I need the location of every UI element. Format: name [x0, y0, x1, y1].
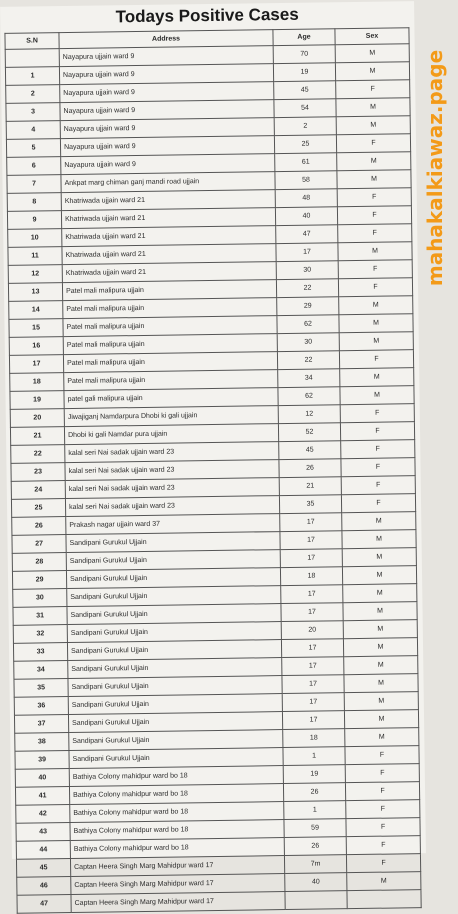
cell-age: 62: [277, 315, 339, 334]
cell-sex: M: [342, 566, 416, 585]
cell-age: 30: [277, 333, 339, 352]
cell-address: Patel mali malipura ujjain: [62, 280, 276, 301]
cell-sn: 5: [6, 139, 60, 158]
cell-sn: 47: [17, 895, 71, 914]
cell-sex: F: [345, 782, 419, 801]
cell-age: 1: [283, 747, 345, 766]
cell-sn: 13: [8, 283, 62, 302]
cell-sex: M: [342, 530, 416, 549]
document-page: [0, 1, 426, 908]
cell-address: Bathiya Colony mahidpur ward bo 18: [69, 766, 283, 787]
cell-age: 19: [273, 63, 335, 82]
cell-age: 17: [280, 531, 342, 550]
cell-age: 47: [276, 225, 338, 244]
cell-sn: 7: [7, 175, 61, 194]
cell-sn: 42: [16, 805, 70, 824]
cell-sn: 31: [13, 607, 67, 626]
cell-age: 54: [274, 99, 336, 118]
cell-age: 34: [278, 369, 340, 388]
cell-age: 2: [274, 117, 336, 136]
cell-age: 19: [283, 765, 345, 784]
cell-address: Khatriwada ujjain ward 21: [61, 208, 275, 229]
cell-sn: 4: [6, 121, 60, 140]
cell-sn: 33: [13, 643, 67, 662]
cell-address: Dhobi ki gali Namdar pura ujjain: [64, 424, 278, 445]
cell-age: 26: [284, 837, 346, 856]
cell-address: Patel mali malipura ujjain: [64, 370, 278, 391]
cell-address: Nayapura ujjain ward 9: [59, 64, 273, 85]
cell-sn: 15: [9, 319, 63, 338]
cell-sn: 37: [14, 715, 68, 734]
cell-age: 59: [284, 819, 346, 838]
cell-sex: M: [339, 332, 413, 351]
cell-address: Patel mali malipura ujjain: [63, 316, 277, 337]
cell-sn: 32: [13, 625, 67, 644]
cell-sn: 16: [9, 337, 63, 356]
cell-sex: F: [338, 278, 412, 297]
cell-sex: M: [345, 728, 419, 747]
cell-sex: F: [341, 494, 415, 513]
watermark: [418, 28, 452, 308]
cell-age: 17: [282, 693, 344, 712]
cell-sex: M: [336, 116, 410, 135]
cell-sn: 40: [15, 769, 69, 788]
cell-sn: 14: [9, 301, 63, 320]
cell-sex: F: [345, 764, 419, 783]
cell-age: 7m: [284, 855, 346, 874]
cell-sex: M: [335, 44, 409, 63]
cell-address: Nayapura ujjain ward 9: [60, 100, 274, 121]
cell-sn: 41: [15, 787, 69, 806]
cell-address: Bathiya Colony mahidpur ward bo 18: [70, 820, 284, 841]
cell-sn: 9: [7, 211, 61, 230]
cell-address: patel gali malipura ujjain: [64, 388, 278, 409]
cell-sex: M: [344, 674, 418, 693]
cell-sex: M: [337, 170, 411, 189]
cell-age: 22: [277, 351, 339, 370]
cell-address: Jiwajiganj Namdarpura Dhobi ki gali ujjain: [64, 406, 278, 427]
cell-sex: M: [339, 296, 413, 315]
header-sn: S.N: [5, 33, 59, 50]
cell-sex: F: [341, 458, 415, 477]
cell-age: 22: [276, 279, 338, 298]
cell-age: 12: [278, 405, 340, 424]
cell-address: Sandipani Gurukul Ujjain: [68, 694, 282, 715]
cell-address: Captan Heera Singh Marg Mahidpur ward 17: [71, 874, 285, 895]
cell-sn: 17: [9, 355, 63, 374]
cell-age: 17: [281, 585, 343, 604]
cell-age: 29: [277, 297, 339, 316]
cell-address: kalal seri Nai sadak ujjain ward 23: [65, 460, 279, 481]
cell-sex: M: [335, 62, 409, 81]
cell-age: 17: [281, 603, 343, 622]
cell-age: 52: [278, 423, 340, 442]
cell-age: 20: [281, 621, 343, 640]
cell-address: kalal seri Nai sadak ujjain ward 23: [65, 496, 279, 517]
cell-address: kalal seri Nai sadak ujjain ward 23: [65, 478, 279, 499]
header-age: Age: [273, 29, 335, 46]
cell-sex: M: [337, 152, 411, 171]
cell-sex: M: [340, 386, 414, 405]
cell-sn: 30: [13, 589, 67, 608]
cell-sn: 12: [8, 265, 62, 284]
cell-address: Nayapura ujjain ward 9: [60, 118, 274, 139]
cell-age: 62: [278, 387, 340, 406]
cell-age: 58: [275, 171, 337, 190]
cell-sex: F: [345, 746, 419, 765]
cell-address: Captan Heera Singh Marg Mahidpur ward 17: [71, 892, 285, 913]
cell-age: 17: [282, 675, 344, 694]
cell-age: 70: [273, 45, 335, 64]
cell-sn: 39: [15, 751, 69, 770]
cell-age: 45: [279, 441, 341, 460]
cell-sn: 19: [10, 391, 64, 410]
cell-sex: M: [336, 98, 410, 117]
cell-address: Nayapura ujjain ward 9: [61, 154, 275, 175]
cell-sex: M: [343, 620, 417, 639]
cell-sn: 3: [6, 103, 60, 122]
cell-sn: 22: [11, 445, 65, 464]
cell-address: Khatriwada ujjain ward 21: [62, 262, 276, 283]
cell-age: 21: [279, 477, 341, 496]
cell-address: Sandipani Gurukul Ujjain: [66, 568, 280, 589]
cell-sex: F: [341, 440, 415, 459]
cell-sex: M: [342, 512, 416, 531]
cell-address: Captan Heera Singh Marg Mahidpur ward 17: [70, 856, 284, 877]
cell-age: 17: [281, 639, 343, 658]
cell-age: 40: [285, 873, 347, 892]
cell-sn: 38: [15, 733, 69, 752]
cell-address: Nayapura ujjain ward 9: [60, 82, 274, 103]
cell-sex: F: [341, 476, 415, 495]
cell-age: 25: [274, 135, 336, 154]
cell-address: Sandipani Gurukul Ujjain: [69, 730, 283, 751]
cell-sex: F: [337, 188, 411, 207]
cell-age: 17: [276, 243, 338, 262]
cell-sex: F: [346, 836, 420, 855]
cell-address: Bathiya Colony mahidpur ward bo 18: [69, 784, 283, 805]
cell-sex: M: [340, 368, 414, 387]
cell-address: Bathiya Colony mahidpur ward bo 18: [70, 838, 284, 859]
cell-age: 18: [283, 729, 345, 748]
cell-age: 45: [274, 81, 336, 100]
cell-address: Sandipani Gurukul Ujjain: [67, 604, 281, 625]
cell-age: [285, 891, 347, 910]
cell-address: Sandipani Gurukul Ujjain: [68, 676, 282, 697]
cell-age: 26: [283, 783, 345, 802]
cell-sex: F: [337, 206, 411, 225]
cell-sn: 20: [10, 409, 64, 428]
cell-age: 17: [282, 711, 344, 730]
cell-sex: M: [347, 872, 421, 891]
cell-age: 18: [280, 567, 342, 586]
cell-sn: 6: [7, 157, 61, 176]
cell-age: 1: [284, 801, 346, 820]
cell-sn: 23: [11, 463, 65, 482]
cell-sn: 36: [14, 697, 68, 716]
cell-sex: F: [340, 404, 414, 423]
cell-sex: M: [339, 314, 413, 333]
cell-age: 61: [275, 153, 337, 172]
cell-sn: 46: [17, 877, 71, 896]
cell-age: 48: [275, 189, 337, 208]
cell-sn: 44: [16, 841, 70, 860]
cell-sn: 11: [8, 247, 62, 266]
cell-address: Patel mali malipura ujjain: [63, 298, 277, 319]
cell-sex: M: [338, 242, 412, 261]
cell-address: Bathiya Colony mahidpur ward bo 18: [70, 802, 284, 823]
cell-age: 17: [282, 657, 344, 676]
cases-table: [4, 27, 421, 914]
cell-age: 26: [279, 459, 341, 478]
cell-sn: 25: [11, 499, 65, 518]
cell-sex: [347, 890, 421, 909]
cell-age: 40: [275, 207, 337, 226]
cell-sex: M: [343, 584, 417, 603]
cell-sex: M: [342, 548, 416, 567]
cell-address: Sandipani Gurukul Ujjain: [66, 532, 280, 553]
cell-sn: 24: [11, 481, 65, 500]
cell-age: 17: [280, 513, 342, 532]
cell-sn: 35: [14, 679, 68, 698]
cell-sex: M: [343, 638, 417, 657]
cell-sn: 27: [12, 535, 66, 554]
page-title: Todays Positive Cases: [115, 4, 299, 27]
header-sex: Sex: [335, 28, 409, 45]
cell-address: Nayapura ujjain ward 9: [59, 46, 273, 67]
cell-address: Nayapura ujjain ward 9: [60, 136, 274, 157]
cell-sex: M: [344, 710, 418, 729]
cell-sn: 26: [12, 517, 66, 536]
watermark-text: mahakalkiawaz.page: [423, 49, 447, 287]
cell-address: Khatriwada ujjain ward 21: [62, 244, 276, 265]
header-address: Address: [59, 30, 273, 49]
cell-address: Sandipani Gurukul Ujjain: [67, 586, 281, 607]
cell-address: Prakash nagar ujjain ward 37: [66, 514, 280, 535]
cell-sex: M: [343, 602, 417, 621]
cell-address: Ankpat marg chiman ganj mandi road ujjain: [61, 172, 275, 193]
cell-address: Patel mali malipura ujjain: [63, 334, 277, 355]
cell-sex: F: [346, 800, 420, 819]
cell-address: Patel mali malipura ujjain: [63, 352, 277, 373]
cell-sex: F: [346, 818, 420, 837]
cell-sn: 18: [10, 373, 64, 392]
cell-sex: F: [338, 224, 412, 243]
cell-sn: [5, 49, 59, 68]
cell-sn: 2: [6, 85, 60, 104]
cell-address: Sandipani Gurukul Ujjain: [66, 550, 280, 571]
cell-sn: 28: [12, 553, 66, 572]
cell-sn: 21: [10, 427, 64, 446]
cell-sex: M: [344, 656, 418, 675]
cell-sn: 43: [16, 823, 70, 842]
cell-address: Sandipani Gurukul Ujjain: [68, 712, 282, 733]
cell-age: 35: [279, 495, 341, 514]
cell-sn: 29: [12, 571, 66, 590]
cell-address: Sandipani Gurukul Ujjain: [67, 622, 281, 643]
cell-address: Khatriwada ujjain ward 21: [61, 190, 275, 211]
cell-sn: 10: [8, 229, 62, 248]
cell-sn: 34: [14, 661, 68, 680]
cell-sex: F: [336, 134, 410, 153]
cell-sex: F: [338, 260, 412, 279]
cell-sn: 1: [5, 67, 59, 86]
cell-age: 17: [280, 549, 342, 568]
cell-sex: M: [344, 692, 418, 711]
cell-age: 30: [276, 261, 338, 280]
cell-sex: F: [340, 422, 414, 441]
cell-sn: 8: [7, 193, 61, 212]
cell-sex: F: [339, 350, 413, 369]
cell-sex: F: [346, 854, 420, 873]
cell-address: Sandipani Gurukul Ujjain: [67, 640, 281, 661]
cell-address: Khatriwada ujjain ward 21: [62, 226, 276, 247]
cell-address: Sandipani Gurukul Ujjain: [69, 748, 283, 769]
cell-address: Sandipani Gurukul Ujjain: [68, 658, 282, 679]
cell-address: kalal seri Nai sadak ujjain ward 23: [65, 442, 279, 463]
cell-sex: F: [336, 80, 410, 99]
cell-sn: 45: [16, 859, 70, 878]
